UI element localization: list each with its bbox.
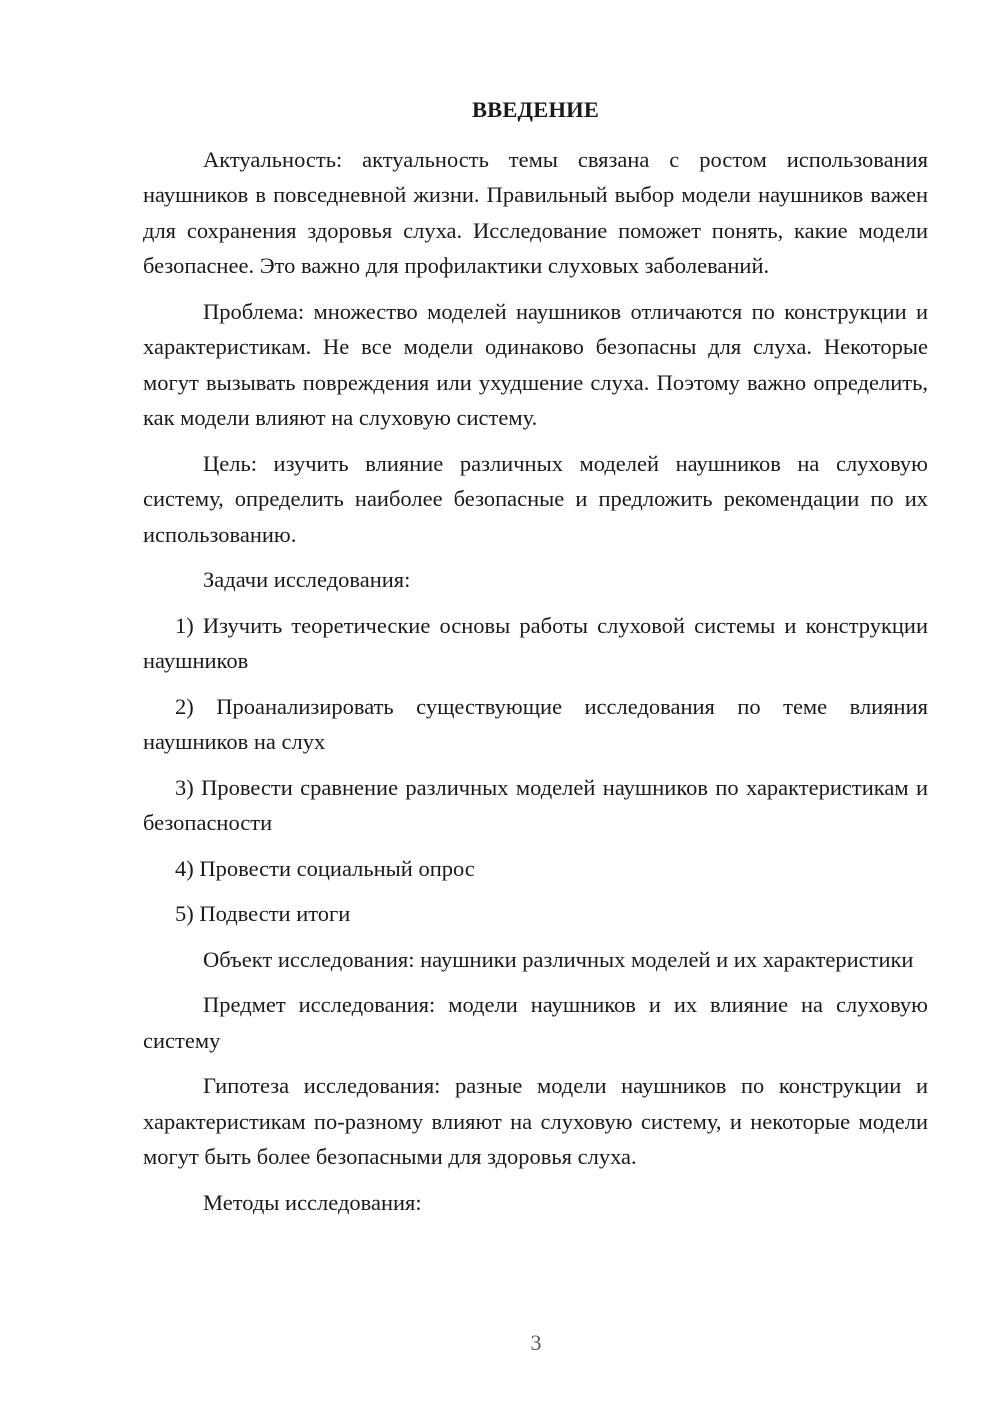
paragraph-goal: Цель: изучить влияние различных моделей наушников на слуховую систему, определить наиболее безопасные и предложить рекомендации по их использованию.: [143, 450, 928, 547]
task-item-4: 4) Провести социальный опрос: [175, 855, 475, 881]
methods-heading: Методы исследования:: [203, 1189, 422, 1215]
paragraph-problem: Проблема: множество моделей наушников отличаются по конструкции и характеристикам. Не все модели одинаково безопасны для слуха. Некоторые могут вызывать повреждения или ухудшение слуха. Поэтому важно определить, как модели влияют на слуховую систему.: [143, 298, 928, 430]
paragraph-actuality: Актуальность: актуальность темы связана с ростом использования наушников в повседневной жизни. Правильный выбор модели наушников важен для сохранения здоровья слуха. Исследование поможет понять, какие модели безопаснее. Это важно для профилактики слуховых заболеваний.: [143, 146, 928, 278]
task-item-1: 1) Изучить теоретические основы работы слуховой системы и конструкции наушников: [143, 612, 928, 673]
tasks-heading: Задачи исследования:: [203, 567, 411, 592]
paragraph-object: Объект исследования: наушники различных моделей и их характеристики: [203, 946, 914, 972]
task-item-2: 2) Проанализировать существующие исследования по теме влияния наушников на слух: [143, 693, 928, 754]
paragraph-subject: Предмет исследования: модели наушников и их влияние на слуховую систему: [143, 992, 928, 1053]
paragraph-hypothesis: Гипотеза исследования: разные модели наушников по конструкции и характеристикам по-разному влияют на слуховую систему, и некоторые модели могут быть более безопасными для здоровья слуха.: [143, 1073, 928, 1169]
task-item-5: 5) Подвести итоги: [175, 901, 351, 926]
task-item-3: 3) Провести сравнение различных моделей наушников по характеристикам и безопасности: [143, 774, 928, 835]
page-title: ВВЕДЕНИЕ: [471, 97, 600, 122]
document-page: [143, 92, 928, 1230]
page-number: 3: [530, 1330, 542, 1355]
